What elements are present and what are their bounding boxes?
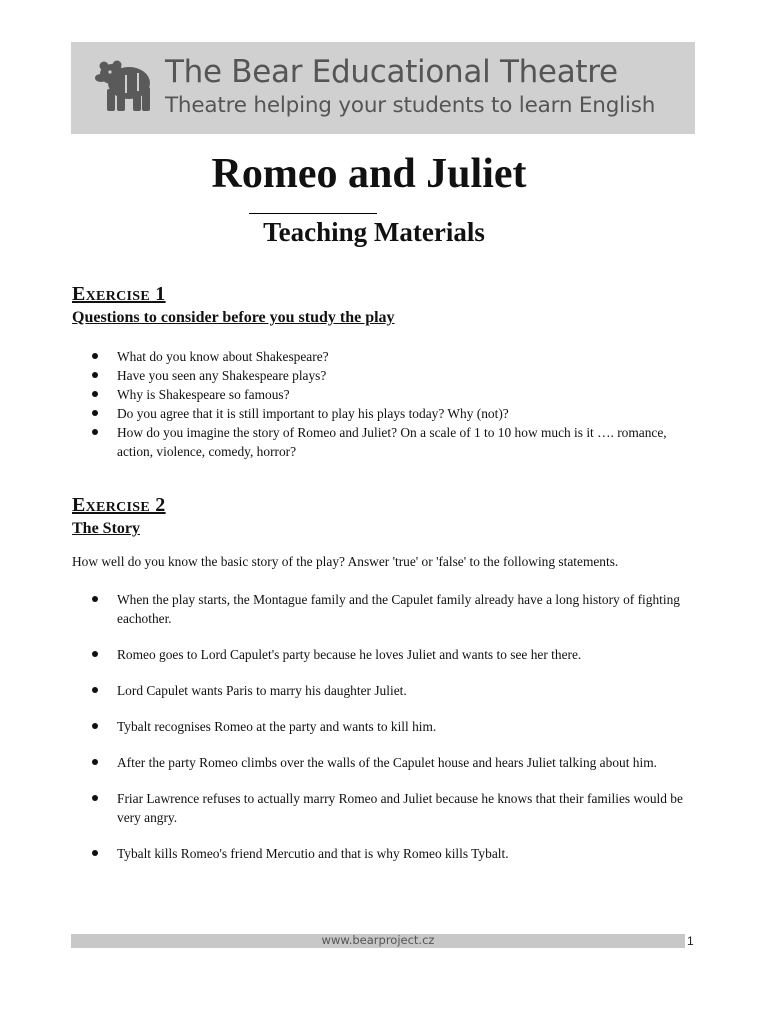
- bullet-icon: [92, 410, 98, 416]
- list-item-text: Have you seen any Shakespeare plays?: [117, 368, 327, 383]
- exercise-2-heading: Exercise 2: [72, 494, 166, 516]
- organization-tagline: Theatre helping your students to learn English: [165, 93, 656, 118]
- list-item-text: Why is Shakespeare so famous?: [117, 387, 290, 402]
- list-item: [90, 423, 700, 461]
- document-subtitle: Teaching Materials: [263, 217, 485, 247]
- list-item-text: After the party Romeo climbs over the walls of the Capulet house and hears Juliet talking about him.: [117, 755, 657, 770]
- list-item-text: Do you agree that it is still important to play his plays today? Why (not)?: [117, 406, 509, 421]
- list-item: [90, 681, 700, 700]
- organization-name: The Bear Educational Theatre: [165, 54, 618, 90]
- bullet-icon: [92, 850, 98, 856]
- bullet-icon: [92, 391, 98, 397]
- page-number: 1: [687, 934, 694, 948]
- list-item: [90, 590, 700, 628]
- footer-website: www.bearproject.cz: [321, 933, 435, 947]
- list-item-text: Tybalt kills Romeo's friend Mercutio and that is why Romeo kills Tybalt.: [117, 846, 509, 861]
- list-item-text: Romeo goes to Lord Capulet's party because he loves Juliet and wants to see her there.: [117, 647, 582, 662]
- footer-bar: [71, 934, 685, 948]
- list-item: [90, 385, 700, 404]
- list-item-text: What do you know about Shakespeare?: [117, 349, 329, 364]
- title-divider: [249, 213, 377, 214]
- bullet-icon: [92, 353, 98, 359]
- list-item-text: Lord Capulet wants Paris to marry his daughter Juliet.: [117, 683, 407, 698]
- list-item-text: Tybalt recognises Romeo at the party and wants to kill him.: [117, 719, 437, 734]
- list-item-text: Friar Lawrence refuses to actually marry Romeo and Juliet because he knows that their families would be very angry.: [117, 791, 683, 825]
- exercise-1-subheading: Questions to consider before you study the play: [72, 309, 395, 326]
- bullet-icon: [92, 723, 98, 729]
- exercise-2-subheading: The Story: [72, 520, 140, 537]
- list-item-text: When the play starts, the Montague family and the Capulet family already have a long history of fighting eachother.: [117, 592, 680, 626]
- document-title: Romeo and Juliet: [211, 151, 527, 197]
- exercise-2-statement-list: [90, 590, 700, 880]
- bullet-icon: [92, 651, 98, 657]
- bullet-icon: [92, 759, 98, 765]
- list-item: [90, 347, 700, 366]
- bear-icon: [95, 57, 153, 115]
- list-item: [90, 404, 700, 423]
- exercise-2-instructions: How well do you know the basic story of the play? Answer 'true' or 'false' to the following statements.: [72, 554, 619, 569]
- list-item-text: How do you imagine the story of Romeo and Juliet? On a scale of 1 to 10 how much is it …. romance, action, violence, comedy, horror?: [117, 425, 667, 459]
- list-item: [90, 645, 700, 664]
- exercise-1-heading: Exercise 1: [72, 283, 166, 305]
- list-item: [90, 753, 700, 772]
- bullet-icon: [92, 795, 98, 801]
- list-item: [90, 717, 700, 736]
- list-item: [90, 789, 700, 827]
- bullet-icon: [92, 429, 98, 435]
- bullet-icon: [92, 372, 98, 378]
- exercise-1-question-list: [90, 347, 700, 461]
- list-item: [90, 844, 700, 863]
- bullet-icon: [92, 596, 98, 602]
- list-item: [90, 366, 700, 385]
- header-banner: [71, 42, 695, 134]
- bullet-icon: [92, 687, 98, 693]
